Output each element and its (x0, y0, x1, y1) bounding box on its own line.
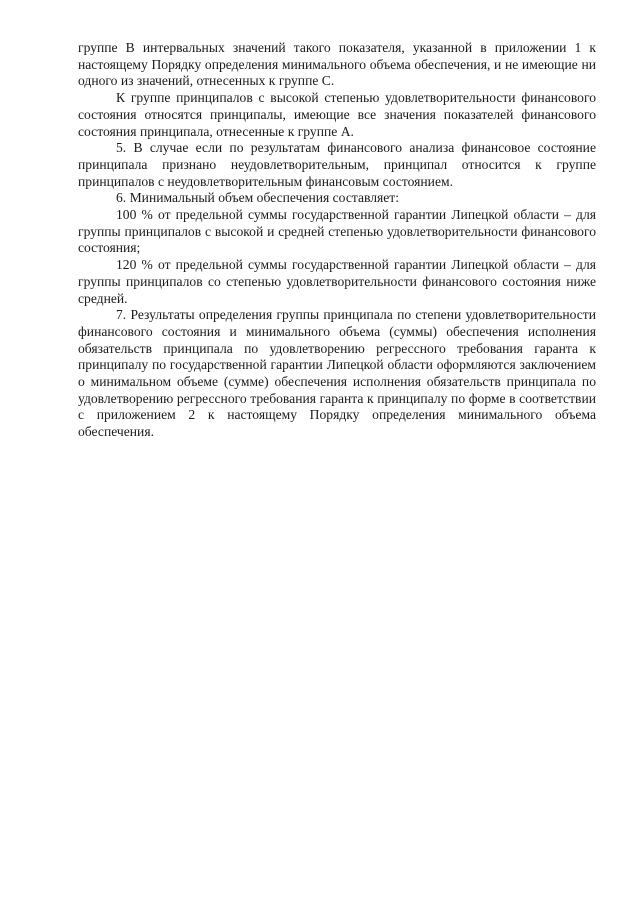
paragraph-120-percent: 120 % от предельной суммы государственной гарантии Липецкой области – для группы принципалов со степенью удовлетворительности финансового состояния ниже средней. (78, 257, 596, 306)
paragraph-item-6: 6. Минимальный объем обеспечения составляет: (116, 190, 400, 206)
paragraph-item-5: 5. В случае если по результатам финансового анализа финансовое состояние принципала признано неудовлетворительным, принципал относится к группе принципалов с неудовлетворительным финансовым состоянием. (78, 140, 596, 189)
paragraph-high-group: К группе принципалов с высокой степенью удовлетворительности финансового состояния относятся принципалы, имеющие все значения показателей финансового состояния принципала, отнесенные к группе А. (78, 90, 596, 139)
paragraph-group-b-continuation: группе В интервальных значений такого показателя, указанной в приложении 1 к настоящему Порядку определения минимального объема обеспечения, и не имеющие ни одного из значений, отнесенных к группе С. (78, 40, 596, 89)
paragraph-100-percent: 100 % от предельной суммы государственной гарантии Липецкой области – для группы принципалов с высокой и средней степенью удовлетворительности финансового состояния; (78, 207, 596, 256)
document-page (78, 40, 596, 441)
paragraph-item-7: 7. Результаты определения группы принципала по степени удовлетворительности финансового состояния и минимального объема (суммы) обеспечения исполнения обязательств принципала по удовлетворению регрессного требования гаранта к принципалу по государственной гарантии Липецкой области оформляются заключением о минимальном объеме (сумме) обеспечения исполнения обязательств принципала по удовлетворению регрессного требования гаранта к принципалу по форме в соответствии с приложением 2 к настоящему Порядку определения минимального объема обеспечения. (78, 307, 596, 440)
